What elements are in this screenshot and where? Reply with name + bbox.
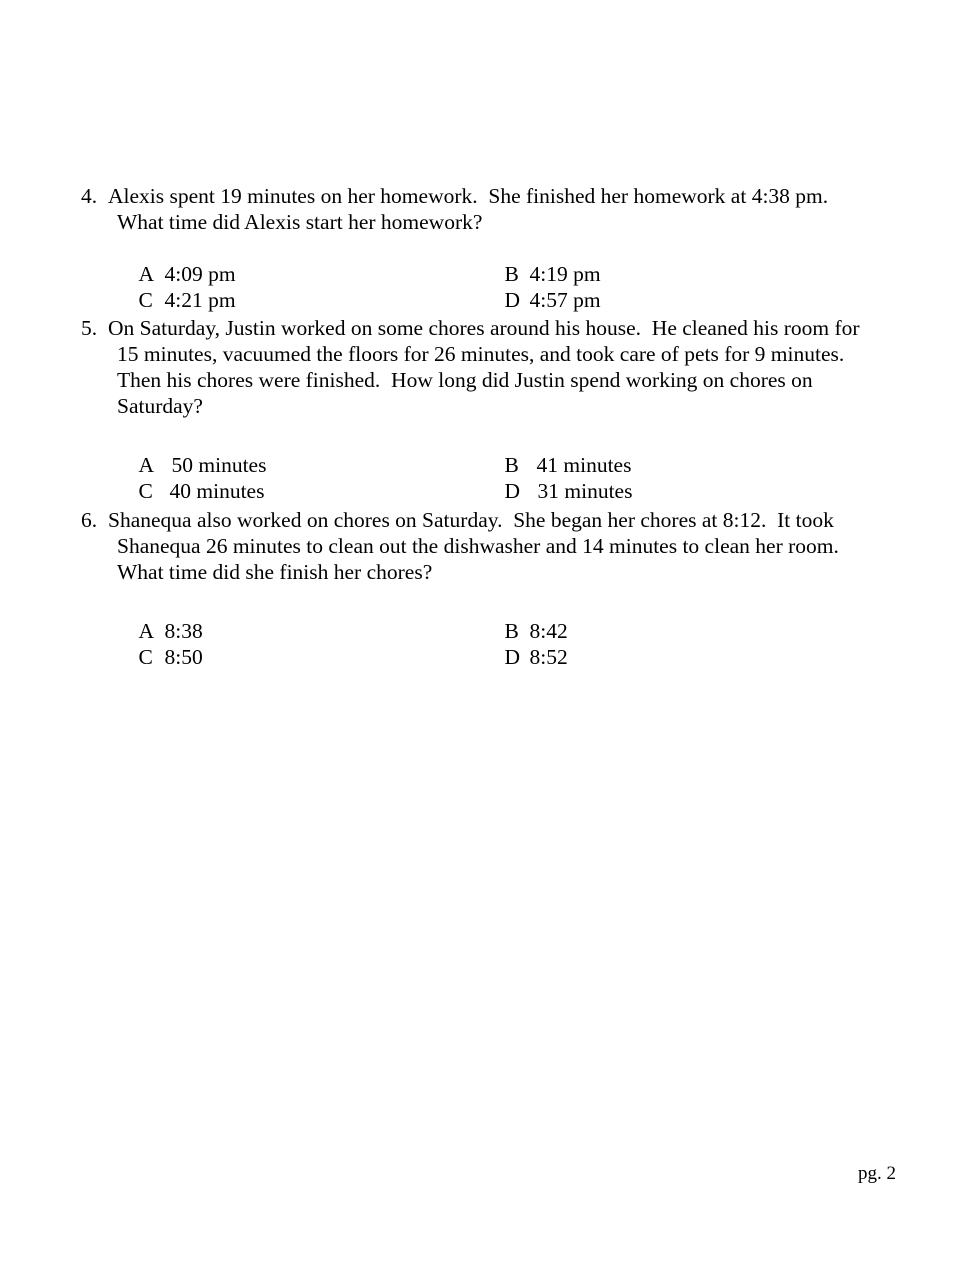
choice-letter: B	[504, 619, 519, 643]
choice-letter: A	[138, 619, 155, 643]
page-number: pg. 2	[858, 1163, 896, 1184]
choice-d[interactable]	[483, 618, 568, 696]
choice-letter: D	[504, 288, 521, 312]
choice-text: 40 minutes	[169, 479, 265, 503]
choice-text: 8:50	[164, 645, 203, 669]
choice-c[interactable]	[117, 618, 203, 696]
question-number: 5.	[81, 316, 98, 340]
question-text-line: Alexis spent 19 minutes on her homework. She finished her homework at 4:38 pm.	[108, 184, 829, 208]
choice-letter: A	[138, 453, 155, 477]
choice-text: 50 minutes	[171, 453, 267, 477]
choice-letter: C	[138, 288, 153, 312]
question-text-line: On Saturday, Justin worked on some chores around his house. He cleaned his room for	[108, 316, 860, 340]
choice-letter: D	[504, 479, 521, 503]
choice-letter: A	[138, 262, 155, 286]
choice-letter: B	[504, 453, 519, 477]
choice-text: 8:42	[529, 619, 568, 643]
question-number: 4.	[81, 184, 98, 208]
question-text-line: What time did she finish her chores?	[117, 560, 433, 584]
choice-text: 4:57 pm	[529, 288, 601, 312]
question-text-line: Shanequa also worked on chores on Saturday. She began her chores at 8:12. It took	[108, 508, 834, 532]
choice-letter: B	[504, 262, 519, 286]
choice-text: 8:38	[164, 619, 203, 643]
question-text-line: Saturday?	[117, 394, 203, 418]
question-text-line: 15 minutes, vacuumed the floors for 26 minutes, and took care of pets for 9 minutes.	[117, 342, 845, 366]
choice-text: 31 minutes	[537, 479, 633, 503]
choice-text: 8:52	[529, 645, 568, 669]
choice-text: 4:21 pm	[164, 288, 236, 312]
choice-text: 4:09 pm	[164, 262, 236, 286]
choice-letter: D	[504, 645, 521, 669]
choice-letter: C	[138, 479, 153, 503]
choice-text: 41 minutes	[536, 453, 632, 477]
question-number: 6.	[81, 508, 98, 532]
choice-letter: C	[138, 645, 153, 669]
question-text-line: Then his chores were finished. How long did Justin spend working on chores on	[117, 368, 813, 392]
question-text-line: Shanequa 26 minutes to clean out the dishwasher and 14 minutes to clean her room.	[117, 534, 839, 558]
question-text-line: What time did Alexis start her homework?	[117, 210, 483, 234]
choice-text: 4:19 pm	[529, 262, 601, 286]
